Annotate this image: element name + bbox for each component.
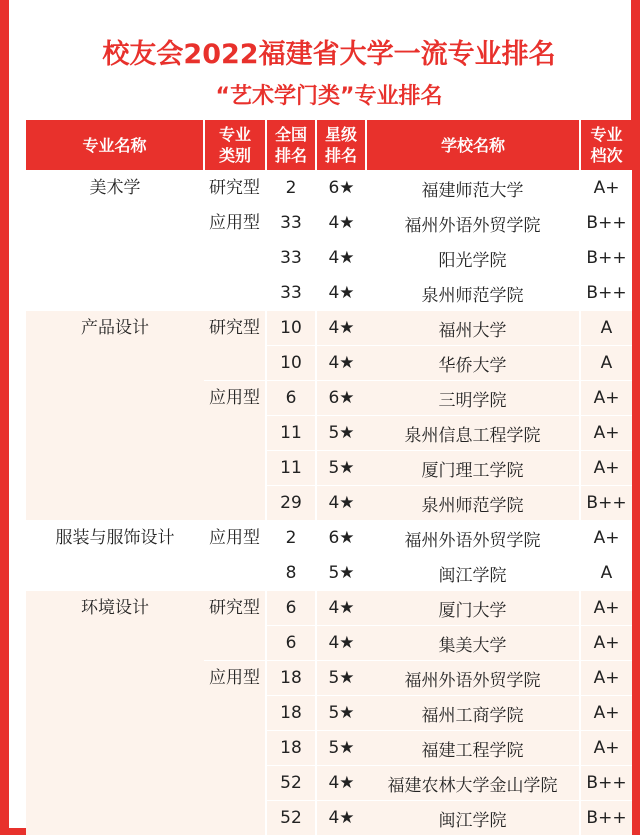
header-school: 学校名称 <box>366 120 580 171</box>
level-cell: B++ <box>580 206 632 241</box>
rank-cell: 2 <box>266 521 316 556</box>
school-cell: 厦门理工学院 <box>366 451 580 486</box>
rank-cell: 18 <box>266 661 316 696</box>
school-cell: 闽江学院 <box>366 556 580 591</box>
level-cell: A+ <box>580 451 632 486</box>
header-type: 专业 类别 <box>204 120 266 171</box>
star-cell: 6★ <box>316 171 366 206</box>
level-cell: A+ <box>580 416 632 451</box>
level-cell: A+ <box>580 696 632 731</box>
star-cell: 4★ <box>316 276 366 311</box>
rank-cell: 6 <box>266 381 316 416</box>
school-cell: 福建工程学院 <box>366 731 580 766</box>
rank-cell: 18 <box>266 696 316 731</box>
school-cell: 厦门大学 <box>366 591 580 626</box>
school-cell: 阳光学院 <box>366 241 580 276</box>
star-cell: 5★ <box>316 696 366 731</box>
rank-cell: 11 <box>266 416 316 451</box>
school-cell: 福州外语外贸学院 <box>366 206 580 241</box>
rank-cell: 52 <box>266 766 316 801</box>
school-cell: 集美大学 <box>366 626 580 661</box>
star-cell: 5★ <box>316 731 366 766</box>
star-cell: 4★ <box>316 591 366 626</box>
school-cell: 华侨大学 <box>366 346 580 381</box>
major-type-cell: 应用型 <box>204 381 266 521</box>
level-cell: B++ <box>580 801 632 835</box>
school-cell: 泉州师范学院 <box>366 276 580 311</box>
level-cell: A <box>580 346 632 381</box>
major-type-cell: 研究型 <box>204 311 266 381</box>
star-cell: 4★ <box>316 241 366 276</box>
star-cell: 5★ <box>316 416 366 451</box>
star-cell: 5★ <box>316 556 366 591</box>
level-cell: B++ <box>580 241 632 276</box>
rank-cell: 10 <box>266 346 316 381</box>
major-name-cell: 环境设计 <box>26 591 204 835</box>
page-subtitle: “艺术学门类”专业排名 <box>215 84 443 109</box>
school-cell: 福建农林大学金山学院 <box>366 766 580 801</box>
major-name-cell: 美术学 <box>26 171 204 311</box>
star-cell: 4★ <box>316 766 366 801</box>
major-name-cell: 产品设计 <box>26 311 204 521</box>
major-type-cell: 应用型 <box>204 206 266 311</box>
rank-cell: 6 <box>266 591 316 626</box>
star-cell: 6★ <box>316 381 366 416</box>
school-cell: 福建师范大学 <box>366 171 580 206</box>
major-type-cell: 应用型 <box>204 521 266 591</box>
rank-cell: 33 <box>266 206 316 241</box>
rank-cell: 18 <box>266 731 316 766</box>
level-cell: A+ <box>580 661 632 696</box>
header-star: 星级 排名 <box>316 120 366 171</box>
rank-cell: 8 <box>266 556 316 591</box>
star-cell: 4★ <box>316 346 366 381</box>
page-title: 校友会2022福建省大学一流专业排名 <box>102 39 556 70</box>
level-cell: A <box>580 311 632 346</box>
header-major: 专业名称 <box>26 120 204 171</box>
table-body <box>26 171 632 835</box>
table-row <box>26 521 632 556</box>
level-cell: B++ <box>580 486 632 521</box>
star-cell: 4★ <box>316 311 366 346</box>
star-cell: 5★ <box>316 661 366 696</box>
major-type-cell: 应用型 <box>204 661 266 835</box>
school-cell: 闽江学院 <box>366 801 580 835</box>
level-cell: A+ <box>580 591 632 626</box>
level-cell: A+ <box>580 521 632 556</box>
school-cell: 福州大学 <box>366 311 580 346</box>
star-cell: 4★ <box>316 626 366 661</box>
table-header <box>26 120 632 171</box>
school-cell: 三明学院 <box>366 381 580 416</box>
level-cell: B++ <box>580 766 632 801</box>
school-cell: 福州外语外贸学院 <box>366 521 580 556</box>
star-cell: 6★ <box>316 521 366 556</box>
star-cell: 4★ <box>316 206 366 241</box>
rank-cell: 33 <box>266 276 316 311</box>
rank-cell: 10 <box>266 311 316 346</box>
major-type-cell: 研究型 <box>204 171 266 206</box>
level-cell: A+ <box>580 381 632 416</box>
rank-cell: 11 <box>266 451 316 486</box>
star-cell: 4★ <box>316 801 366 835</box>
school-cell: 福州工商学院 <box>366 696 580 731</box>
school-cell: 泉州信息工程学院 <box>366 416 580 451</box>
school-cell: 福州外语外贸学院 <box>366 661 580 696</box>
ranking-table <box>26 120 632 835</box>
header-level: 专业 档次 <box>580 120 632 171</box>
rank-cell: 29 <box>266 486 316 521</box>
table-row <box>26 171 632 206</box>
level-cell: B++ <box>580 276 632 311</box>
rank-cell: 2 <box>266 171 316 206</box>
major-name-cell: 服装与服饰设计 <box>26 521 204 591</box>
rank-cell: 6 <box>266 626 316 661</box>
star-cell: 5★ <box>316 451 366 486</box>
rank-cell: 52 <box>266 801 316 835</box>
level-cell: A <box>580 556 632 591</box>
table-row <box>26 311 632 346</box>
level-cell: A+ <box>580 731 632 766</box>
level-cell: A+ <box>580 171 632 206</box>
star-cell: 4★ <box>316 486 366 521</box>
level-cell: A+ <box>580 626 632 661</box>
rank-cell: 33 <box>266 241 316 276</box>
header-rank: 全国 排名 <box>266 120 316 171</box>
table-row <box>26 591 632 626</box>
major-type-cell: 研究型 <box>204 591 266 661</box>
school-cell: 泉州师范学院 <box>366 486 580 521</box>
